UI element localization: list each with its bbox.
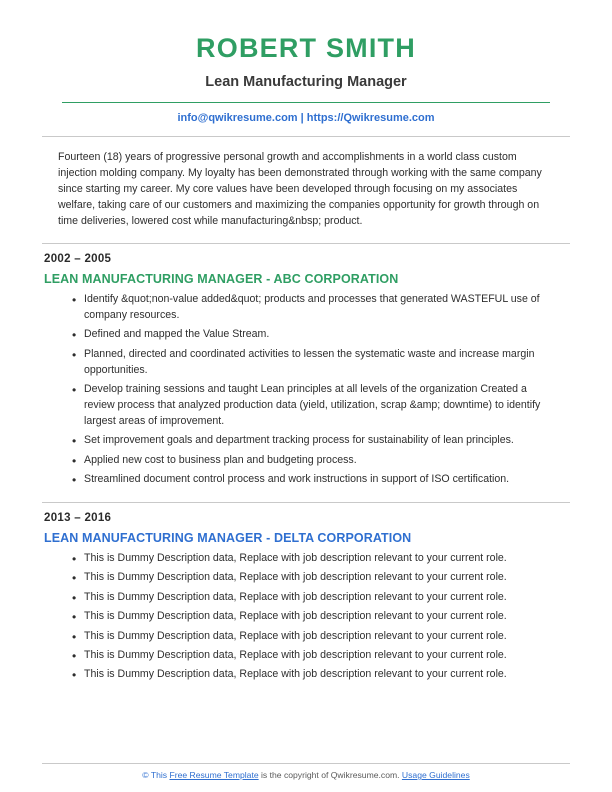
experience-role: LEAN MANUFACTURING MANAGER - ABC CORPORATION [44, 272, 399, 287]
list-item: • Streamlined document control process and work instructions in support of ISO certification. [72, 472, 546, 488]
job-title: Lean Manufacturing Manager [205, 73, 407, 90]
experience-bullets [42, 551, 570, 683]
header-divider [62, 102, 550, 103]
experience-entry-2 [42, 512, 570, 683]
experience-dates: 2002 – 2005 [44, 253, 112, 266]
page-title: ROBERT SMITH [196, 33, 416, 63]
list-item: • Develop training sessions and taught Lean principles at all levels of the organization Created a review process that analyzed production data (yield, utilization, scrap &amp; downtime) to identify largest areas of improvement. [72, 382, 546, 430]
summary-divider [42, 243, 570, 244]
list-item: • Identify &quot;non-value added&quot; products and processes that generated WASTEFUL use of company resources. [72, 292, 546, 324]
page-footer [0, 763, 612, 780]
footer-copyright: © This [142, 770, 168, 780]
contact-line [42, 112, 570, 124]
footer-guidelines-link[interactable]: Usage Guidelines [401, 770, 470, 780]
list-item: • This is Dummy Description data, Replace with job description relevant to your current role. [72, 629, 546, 645]
list-item: • This is Dummy Description data, Replace with job description relevant to your current role. [72, 551, 546, 567]
website-link[interactable]: https://Qwikresume.com [306, 111, 435, 124]
experience-bullets [42, 292, 570, 488]
experience-dates: 2013 – 2016 [44, 511, 112, 524]
footer-text: is the copyright of Qwikresume.com. [258, 770, 402, 780]
list-item: • This is Dummy Description data, Replace with job description relevant to your current role. [72, 609, 546, 625]
contact-divider [42, 136, 570, 137]
experience-entry-1 [42, 253, 570, 488]
footer-divider [42, 763, 570, 764]
list-item: • This is Dummy Description data, Replace with job description relevant to your current role. [72, 667, 546, 683]
summary-text: Fourteen (18) years of progressive personal growth and accomplishments in a world class custom injection molding company. My loyalty has been demonstrated through working with the same company since starting my career. My core values have been developed through focusing on my associates welfare, taking care of our customers and maximizing the companies opportunity for growth through on time deliveries, lowered cost while manufacturing&nbsp; product. [58, 150, 542, 228]
list-item: • Defined and mapped the Value Stream. [72, 327, 546, 343]
contact-separator: | [297, 111, 307, 124]
email-link[interactable]: info@qwikresume.com [177, 111, 298, 124]
list-item: • This is Dummy Description data, Replace with job description relevant to your current role. [72, 648, 546, 664]
list-item: • Set improvement goals and department tracking process for sustainability of lean principles. [72, 433, 546, 449]
list-item: • Applied new cost to business plan and budgeting process. [72, 453, 546, 469]
list-item: • This is Dummy Description data, Replace with job description relevant to your current role. [72, 570, 546, 586]
footer-template-link[interactable]: Free Resume Template [169, 770, 259, 780]
list-item: • This is Dummy Description data, Replace with job description relevant to your current role. [72, 590, 546, 606]
list-item: • Planned, directed and coordinated activities to lessen the systematic waste and increase margin opportunities. [72, 347, 546, 379]
experience-divider [42, 502, 570, 503]
experience-role: LEAN MANUFACTURING MANAGER - DELTA CORPORATION [44, 530, 412, 545]
